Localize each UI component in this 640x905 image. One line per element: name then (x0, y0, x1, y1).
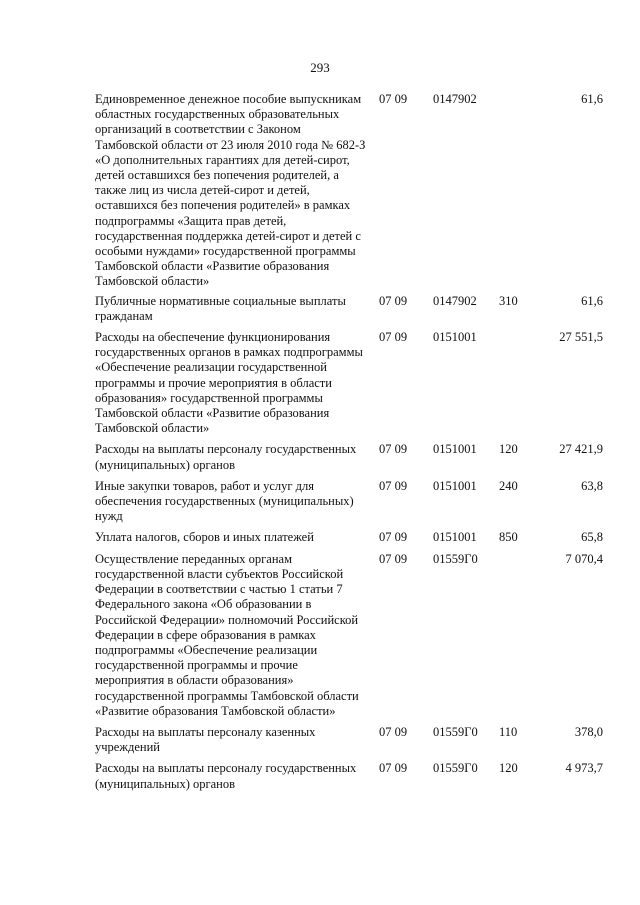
row-section: 07 09 (379, 530, 408, 545)
table-row (95, 479, 607, 525)
row-amount: 4 973,7 (565, 761, 603, 776)
row-expense-type: 110 (499, 724, 518, 739)
table-row (95, 761, 607, 791)
row-amount: 61,6 (581, 293, 603, 308)
row-section: 07 09 (379, 330, 408, 345)
table-row (95, 530, 607, 545)
row-target: 0147902 (433, 92, 477, 106)
row-expense-type: 120 (499, 442, 518, 457)
table-row (95, 725, 607, 755)
table-row (95, 552, 607, 719)
row-target: 01559Г0 (433, 761, 478, 776)
row-description: Расходы на выплаты персоналу казенных учреждений (95, 724, 316, 755)
row-amount: 378,0 (574, 724, 603, 739)
row-description: Публичные нормативные социальные выплаты гражданам (95, 293, 346, 323)
row-expense-type: 850 (499, 530, 518, 545)
row-target: 0147902 (433, 293, 477, 308)
row-target: 0151001 (433, 478, 477, 493)
table-row (95, 330, 607, 436)
table-row (95, 442, 607, 472)
row-target: 0151001 (433, 442, 477, 457)
row-description: Уплата налогов, сборов и иных платежей (95, 530, 314, 545)
row-target: 0151001 (433, 330, 477, 345)
row-amount: 63,8 (581, 478, 603, 493)
row-amount: 27 551,5 (559, 330, 603, 345)
row-section: 07 09 (379, 478, 408, 493)
row-amount: 61,6 (581, 92, 603, 106)
row-section: 07 09 (379, 293, 408, 308)
row-amount: 27 421,9 (559, 442, 603, 457)
row-amount: 65,8 (581, 530, 603, 545)
table-row (95, 294, 607, 324)
row-section: 07 09 (379, 551, 408, 566)
row-target: 01559Г0 (433, 724, 478, 739)
row-target: 0151001 (433, 530, 477, 545)
row-amount: 7 070,4 (565, 551, 603, 566)
row-description: Единовременное денежное пособие выпускникам областных государственных образовательных организаций в соответствии с Законом Тамбовской области от 23 июля 2010 года № 682-З «О дополнительных гарантиях для детей-сирот, детей оставшихся без попечения родителей, а также лиц из числа детей-сирот и детей, оставшихся без попечения родителей» в рамках подпрограммы «Защита прав детей, государственная поддержка детей-сирот и детей с особыми нуждами» государственной программы Тамбовской области «Развитие образования Тамбовской области» (95, 92, 366, 289)
row-section: 07 09 (379, 761, 408, 776)
row-section: 07 09 (379, 92, 408, 106)
row-description: Иные закупки товаров, работ и услуг для обеспечения государственных (муниципальных) нужд (95, 478, 354, 524)
budget-table (95, 92, 607, 792)
row-section: 07 09 (379, 724, 408, 739)
row-section: 07 09 (379, 442, 408, 457)
row-description: Осуществление переданных органам государственной власти субъектов Российской Федерации в соответствии с частью 1 статьи 7 Федерального закона «Об образовании в Российской Федерации» полномочий Российской Федерации в сфере образования в рамках подпрограммы «Обеспечение реализации государственной программы и прочие мероприятия в области образования» государственной программы Тамбовской области «Развитие образования Тамбовской области» (95, 551, 359, 718)
row-description: Расходы на выплаты персоналу государственных (муниципальных) органов (95, 761, 357, 791)
page-number: 293 (310, 60, 330, 75)
row-target: 01559Г0 (433, 551, 478, 566)
table-row (95, 92, 607, 290)
row-expense-type: 310 (499, 293, 518, 308)
row-description: Расходы на выплаты персоналу государственных (муниципальных) органов (95, 442, 357, 472)
row-expense-type: 120 (499, 761, 518, 776)
row-expense-type: 240 (499, 478, 518, 493)
row-description: Расходы на обеспечение функционирования государственных органов в рамках подпрограммы «Обеспечение реализации государственной программы и прочие мероприятия в области образования» государственной программы Тамбовской области «Развитие образования Тамбовской области» (95, 330, 363, 436)
